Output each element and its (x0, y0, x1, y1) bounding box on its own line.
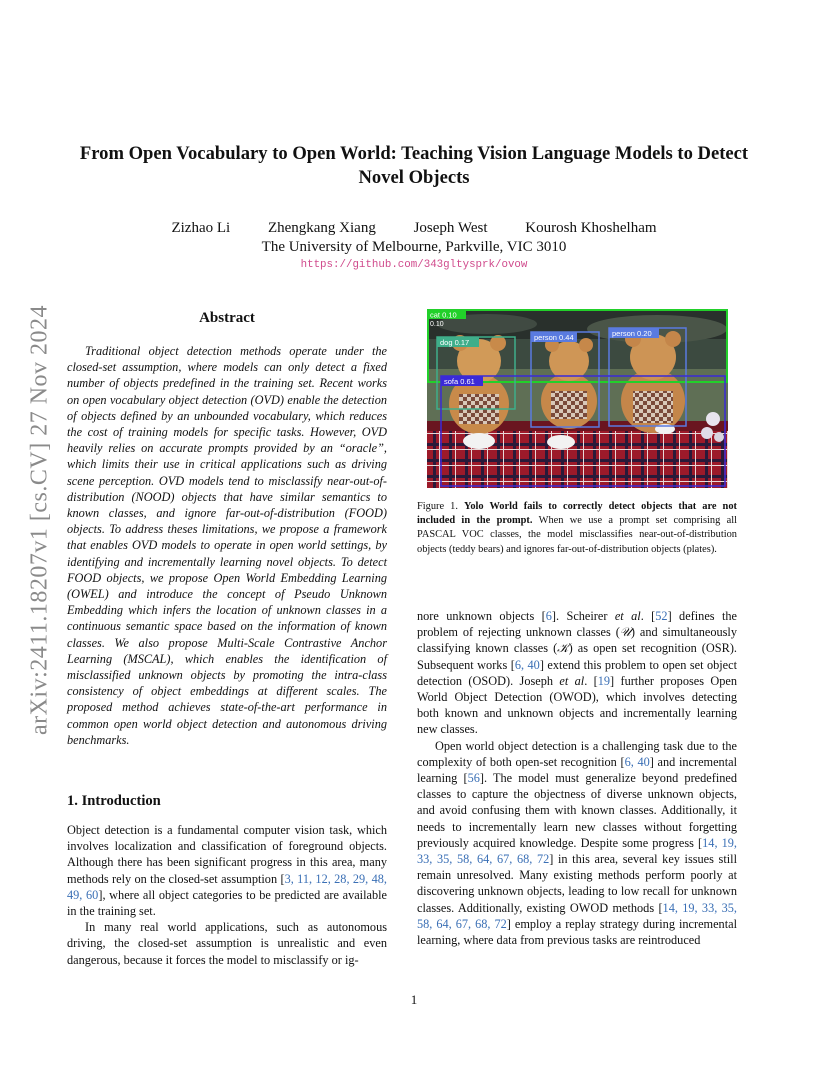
intro-left-column (67, 822, 387, 968)
intro-paragraph (417, 738, 737, 949)
text-run: nore unknown objects [ (417, 609, 546, 623)
text-run: ] further proposes Open World Object Detection (OWOD), which involves detecting both known and unknown objects and incrementally learning new classes. (417, 673, 737, 737)
repo-link[interactable]: https://github.com/343gltysprk/ovow (300, 259, 528, 271)
text-run: et al (614, 609, 641, 623)
citation-link[interactable]: 6, 40 (624, 754, 650, 769)
intro-paragraph (417, 608, 737, 738)
caption-label: Figure 1. (417, 501, 458, 512)
author-list (60, 220, 768, 237)
citation-link[interactable]: 6 (545, 609, 552, 623)
detection-label: cat 0.10 (430, 310, 457, 320)
paper-title: From Open Vocabulary to Open World: Teaching Vision Language Models to Detect Novel Objects (79, 143, 749, 188)
citation-link[interactable]: 3, 11, 12, 28, 29, 48, 49, 60 (67, 871, 387, 902)
caption-text: When we use a prompt set comprising all PASCAL VOC classes, the model misclassifies near-out-of-distribution objects (teddy bears) and ignores far-out-of-distribution objects (plates). (417, 515, 737, 555)
page-number: 1 (410, 992, 418, 1007)
abstract-heading: Abstract (199, 310, 255, 326)
author-name: Joseph West (413, 220, 488, 236)
abstract-text: Traditional object detection methods operate under the closed-set assumption, where models can only detect a fixed number of objects predefined in the training set. Recent works on open vocabulary object detection (OVD) enable the detection of objects defined by an unbounded vocabulary, which reduces the cost of training models for specific tasks. However, OVD heavily relies on accurate prompts provided by an “oracle”, which limits their use in critical applications such as driving scene perception. OVD models tend to misclassify near-out-of-distribution (NOOD) objects that have similar semantics to known classes, and ignore far-out-of-distribution (FOOD) objects. To address theses limitations, we propose a framework that enables OVD models to operate in open world settings, by identifying and incrementally learning novel objects. To detect FOOD objects, we propose Open World Embedding Learning (OWEL) and introduce the concept of Pseudo Unknown Embedding which infers the location of unknown classes in a continuous semantic space based on the information of known classes. We also propose Multi-Scale Contrastive Anchor Learning (MSCAL), which enables the identification of misclassified unknown objects by promoting the intra-class consistency of object embeddings at different scales. The proposed method achieves state-of-the-art performance in common open world object detection and autonomous driving benchmarks. (67, 344, 387, 747)
text-run: et al (559, 673, 585, 688)
intro-paragraph: In many real world applications, such as autonomous driving, the closed-set assumption is unrealistic and even dangerous, because it forces the model to misclassify or ig- (67, 920, 387, 967)
arxiv-id-text: arXiv:2411.18207v1 [cs.CV] 27 Nov 2024 (26, 304, 53, 736)
text-run: . [ (640, 609, 656, 623)
citation-link[interactable]: 19 (597, 673, 611, 688)
math-symbol: 𝒰 (619, 625, 631, 640)
text-run: . [ (584, 673, 598, 688)
author-name: Zizhao Li (171, 220, 231, 236)
detection-label: person 0.20 (612, 329, 652, 338)
caption-bold: Yolo World fails to correctly detect objects that are not included in the prompt. (417, 501, 737, 527)
text-run: ], where all object categories to be predicted are available in the training set. (67, 887, 387, 919)
text-run: ] extend this problem to open set object detection (OSOD). Joseph (417, 657, 738, 688)
text-run: ) as open set recognition (OSR). Subsequent works [ (417, 641, 737, 672)
intro-right-column (417, 608, 737, 948)
intro-paragraph (67, 822, 387, 919)
figure-1-image (427, 309, 728, 488)
text-run: ] employ a replay strategy during incremental learning, where data from previous tasks are reintroduced (417, 916, 737, 948)
detection-label: person 0.44 (534, 333, 574, 342)
text-run: Open world object detection is a challenging task due to the complexity of both open-set recognition [ (417, 738, 737, 769)
detection-label: 0.10 (430, 321, 444, 328)
text-run: ]. Scheirer (551, 609, 615, 623)
section-heading: 1. Introduction (67, 793, 161, 809)
teddy-bear-photo (427, 309, 728, 488)
affiliation: The University of Melbourne, Parkville, VIC 3010 (261, 239, 567, 255)
citation-link[interactable]: 14, 19, 33, 35, 58, 64, 67, 68, 72 (417, 835, 737, 867)
citation-link[interactable]: 56 (467, 771, 480, 786)
detection-label: sofa 0.61 (444, 377, 475, 386)
text-run: ] and incremental learning [ (417, 754, 738, 786)
citation-link[interactable]: 6, 40 (514, 657, 540, 672)
text-run: ) and simultaneously classifying known classes ( (417, 625, 737, 656)
figure-caption (417, 500, 737, 557)
citation-link[interactable]: 52 (655, 609, 668, 623)
text-run: ] defines the problem of rejecting unknown classes ( (417, 609, 737, 640)
text-run: Object detection is a fundamental computer vision task, which involves localization and classification of foreground objects. Although there has been significant progress in this area, many methods rely on the closed-set assumption [ (67, 823, 387, 886)
detection-label: dog 0.17 (440, 338, 470, 347)
text-run: ]. The model must generalize beyond predefined classes to capture the objectness of diverse unknown objects, and avoid confusing them with known classes. Additionally, it needs to incrementally learn new classes without forgetting previously acquired knowledge. Despite some progress [ (417, 771, 737, 850)
author-name: Zhengkang Xiang (267, 220, 376, 236)
citation-link[interactable]: 14, 19, 33, 35, 58, 64, 67, 68, 72 (417, 900, 737, 931)
author-name: Kourosh Khoshelham (525, 220, 657, 236)
text-run: ] in this area, several key issues still remain unresolved. Many existing methods perform poorly at discovering unknown objects, leading to low recall for unknown classes. Additionally, existing OWOD methods [ (417, 852, 737, 915)
math-symbol: 𝒦 (557, 641, 569, 656)
